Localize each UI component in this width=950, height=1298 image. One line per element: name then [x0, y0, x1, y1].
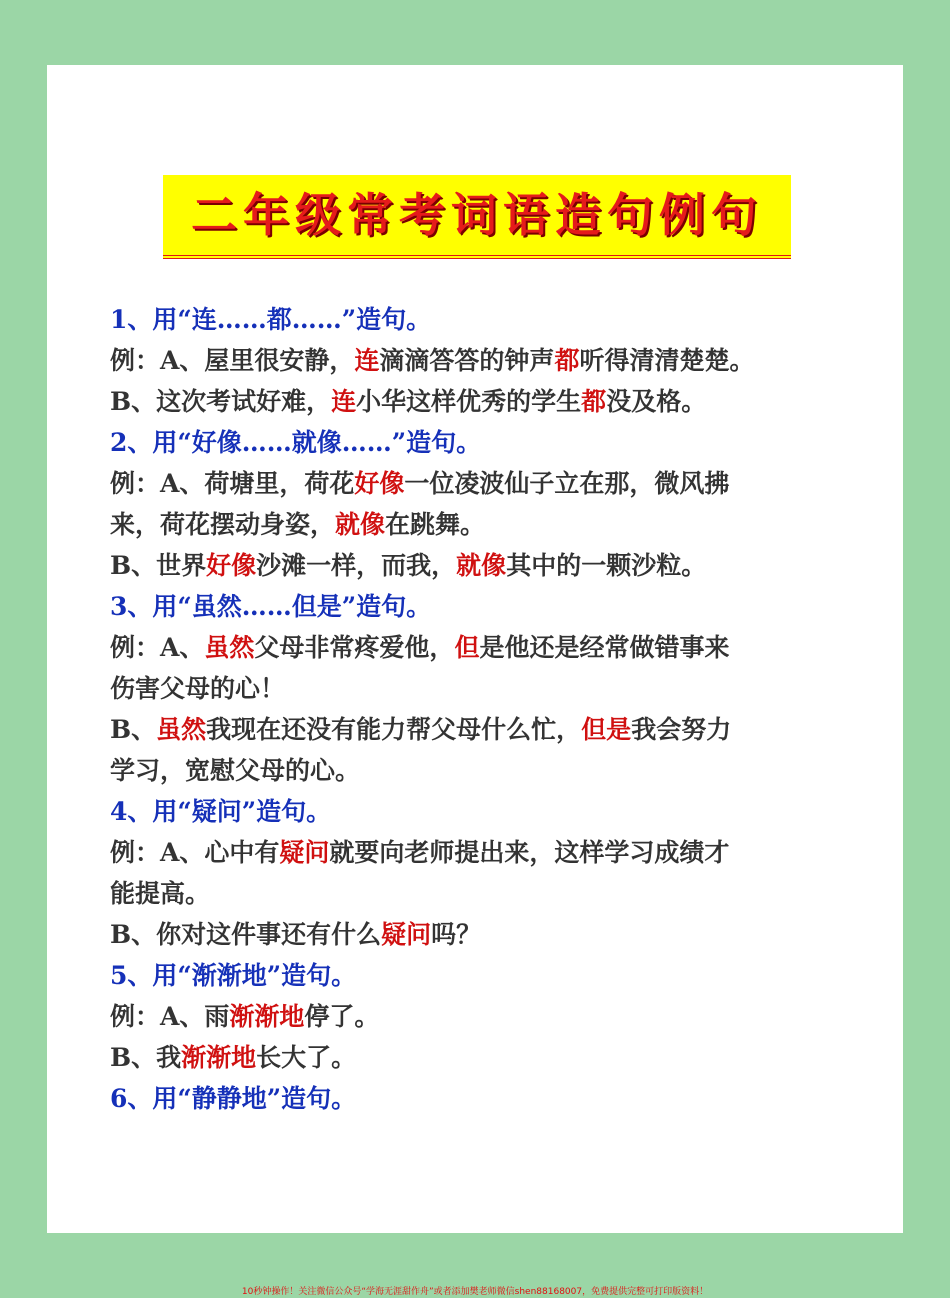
- question-text: 1、用“连……都……”造句。: [110, 305, 432, 334]
- question-text: 3、用“虽然……但是”造句。: [110, 592, 432, 621]
- sentence-text: 一位凌波仙子立在那，微风拂: [404, 469, 730, 498]
- highlight-word: 但: [454, 633, 480, 662]
- sentence-text: B、我: [110, 1043, 182, 1072]
- text-line: [110, 873, 845, 914]
- text-line: [110, 791, 845, 832]
- sentence-text: 吗？: [431, 920, 482, 949]
- sentence-text: 在跳舞。: [385, 510, 486, 539]
- sentence-text: 是他还是经常做错事来: [479, 633, 730, 662]
- text-line: [110, 586, 845, 627]
- highlight-word: 好像: [206, 551, 257, 580]
- highlight-word: 就像: [335, 510, 386, 539]
- sentence-text: 没及格。: [606, 387, 707, 416]
- sentence-text: 例：A、荷塘里，荷花: [110, 469, 355, 498]
- text-line: [110, 832, 845, 873]
- sentence-text: B、: [110, 715, 157, 744]
- text-line: [110, 545, 845, 586]
- text-line: [110, 1037, 845, 1078]
- sentence-text: B、你对这件事还有什么: [110, 920, 382, 949]
- sentence-text: 我会努力: [631, 715, 732, 744]
- highlight-word: 疑问: [279, 838, 330, 867]
- sentence-text: 来，荷花摆动身姿，: [110, 510, 336, 539]
- sentence-text: 能提高。: [110, 879, 211, 908]
- text-line: [110, 422, 845, 463]
- text-line: [110, 955, 845, 996]
- question-text: 6、用“静静地”造句。: [110, 1084, 357, 1113]
- sentence-text: 沙滩一样，而我，: [256, 551, 457, 580]
- text-line: [110, 381, 845, 422]
- text-line: [110, 463, 845, 504]
- sentence-text: 我现在还没有能力帮父母什么忙，: [206, 715, 582, 744]
- text-line: [110, 750, 845, 791]
- text-line: [110, 709, 845, 750]
- highlight-word: 连: [331, 387, 357, 416]
- page-title: 二年级常考词语造句例句: [191, 188, 763, 242]
- sentence-text: 学习，宽慰父母的心。: [110, 756, 361, 785]
- highlight-word: 虽然: [156, 715, 207, 744]
- text-line: [110, 996, 845, 1037]
- sentence-list: [110, 299, 845, 1119]
- text-line: [110, 504, 845, 545]
- question-text: 4、用“疑问”造句。: [110, 797, 332, 826]
- highlight-word: 渐渐地: [181, 1043, 257, 1072]
- sentence-text: B、这次考试好难，: [110, 387, 332, 416]
- sentence-text: 伤害父母的心！: [110, 674, 286, 703]
- text-line: [110, 340, 845, 381]
- highlight-word: 好像: [354, 469, 405, 498]
- highlight-word: 连: [354, 346, 380, 375]
- sentence-text: 例：A、心中有: [110, 838, 280, 867]
- sentence-text: 长大了。: [256, 1043, 357, 1072]
- highlight-word: 都: [554, 346, 580, 375]
- text-line: [110, 1078, 845, 1119]
- sentence-text: 停了。: [304, 1002, 380, 1031]
- sentence-text: 例：A、: [110, 633, 205, 662]
- text-line: [110, 914, 845, 955]
- highlight-word: 就像: [456, 551, 507, 580]
- sentence-text: 听得清清楚楚。: [579, 346, 755, 375]
- sentence-text: 滴滴答答的钟声: [379, 346, 555, 375]
- highlight-word: 虽然: [204, 633, 255, 662]
- sentence-text: 例：A、雨: [110, 1002, 230, 1031]
- sentence-text: 就要向老师提出来，这样学习成绩才: [329, 838, 730, 867]
- highlight-word: 渐渐地: [229, 1002, 305, 1031]
- highlight-word: 都: [581, 387, 607, 416]
- title-banner: [163, 175, 791, 259]
- highlight-word: 疑问: [381, 920, 432, 949]
- text-line: [110, 627, 845, 668]
- question-text: 2、用“好像……就像……”造句。: [110, 428, 482, 457]
- text-line: [110, 668, 845, 709]
- sentence-text: B、世界: [110, 551, 207, 580]
- sentence-text: 其中的一颗沙粒。: [506, 551, 707, 580]
- text-line: [110, 299, 845, 340]
- question-text: 5、用“渐渐地”造句。: [110, 961, 357, 990]
- footer-note: 10秒钟操作！关注微信公众号“学海无涯甜作舟”或者添加樊老师微信shen88168007，免费提供完整可打印版资料！: [241, 1287, 709, 1297]
- sentence-text: 例：A、屋里很安静，: [110, 346, 355, 375]
- sentence-text: 父母非常疼爱他，: [254, 633, 455, 662]
- highlight-word: 但是: [581, 715, 632, 744]
- worksheet-page: [47, 65, 903, 1233]
- sentence-text: 小华这样优秀的学生: [356, 387, 582, 416]
